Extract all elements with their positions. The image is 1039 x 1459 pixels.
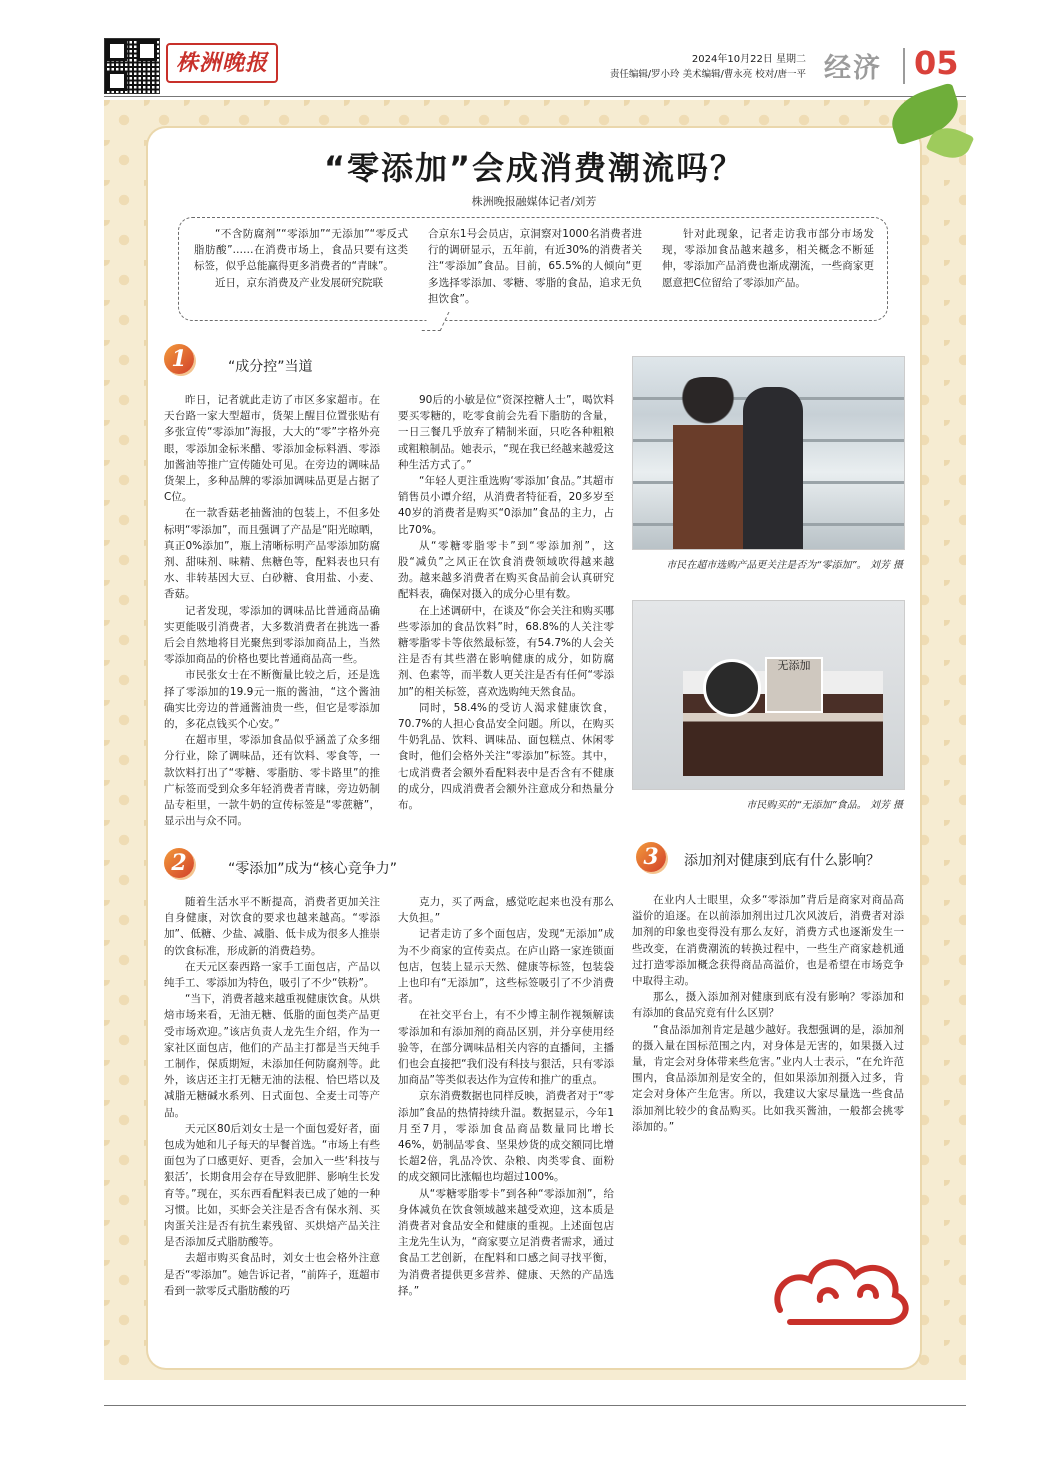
paragraph: 随着生活水平不断提高，消费者更加关注自身健康，对饮食的要求也越来越高。“零添加”、低糖、少盐、减脂、低卡成为很多人推崇的饮食标准，形成新的消费趋势。 — [164, 896, 380, 957]
paragraph: 90后的小敏是位“资深控糖人士”，喝饮料要买零糖的，吃零食前会先看下脂肪的含量，一日三餐几乎放弃了精制米面，只吃各种粗粮或粗粮制品。她表示，“现在我已经越来越爱这种生活方式了。” — [398, 394, 614, 471]
paragraph: “当下，消费者越来越重视健康饮食。从烘焙市场来看，无油无糖、低脂的面包类产品更受市场欢迎。”该店负责人龙先生介绍，作为一家社区面包店，他们的产品主打都是当天纯手工制作，保质期短，未添加任何防腐剂等。此外，该店还主打无糖无油的法棍、恰巴塔以及减脂无糖碱水系列、日式面包、全麦士司等产品。 — [164, 993, 380, 1119]
paragraph: “不含防腐剂”“零添加”“无添加”“零反式脂肪酸”……在消费市场上，食品只要有这类标签，似乎总能赢得更多消费者的“青睐”。 — [194, 228, 408, 273]
byline: 株洲晚报融媒体记者/刘芳 — [471, 195, 597, 208]
brand-seal-icon — [703, 659, 761, 717]
newspaper-logo: 株洲晚报 — [166, 43, 278, 83]
paragraph: 在社交平台上，有不少博主制作视频解读零添加和有添加剂的商品区别，并分享使用经验等，在部分调味品相关内容的直播间，主播们也会直接把“我们没有科技与狠活，只有零添加商品”等类似表达作为宣传和推广的重点。 — [398, 1009, 614, 1087]
section-2-title: “零添加”成为“核心竞争力” — [228, 861, 398, 877]
paragraph: 记者发现，零添加的调味品比普通商品确实更能吸引消费者，大多数消费者在挑选一番后会自然地将目光聚焦到零添加商品上，当然零添加商品的价格也要比普通商品高一些。 — [164, 604, 380, 666]
no-additive-label: 无添加 — [765, 657, 823, 713]
paragraph: “年轻人更注重选购‘零添加’食品。”其超市销售员小谭介绍，从消费者特征看，20多岁至40岁的消费者是购买“0添加”食品的主力，占比70%。 — [398, 475, 614, 536]
summary-col-1 — [194, 226, 408, 291]
paragraph: 在业内人士眼里，众多“零添加”背后是商家对商品高溢价的追逐。在以前添加剂出过几次风波后，消费者对添加剂的印象也变得没有那么友好，消费方式也逐渐发生一些改变，在消费潮流的转换过程中，一些生产商家趁机通过打造零添加概念获得商品高溢价，也是希望在市场竞争中取得主动。 — [632, 894, 904, 988]
qr-code — [104, 38, 160, 94]
paragraph: 在天元区泰西路一家手工面包店，产品以纯手工、零添加为特色，吸引了不少“铁粉”。 — [164, 960, 380, 990]
paragraph: 克力，买了两盒，感觉吃起来也没有那么大负担。” — [398, 896, 614, 925]
paragraph: 同时，58.4%的受访人渴求健康饮食，70.7%的人担心食品安全问题。所以，在购买牛奶乳品、饮料、调味品、面包糕点、休闲零食时，他们会格外关注“零添加”标签。其中，七成消费者会额外看配料表中是否含有不健康的成分，四成消费者会额外注意成分和热量分布。 — [398, 701, 614, 812]
paragraph: 针对此现象，记者走访我市部分市场发现，零添加食品越来越多，相关概念不断延伸，零添加产品消费也渐成潮流，一些商家更愿意把C位留给了零添加产品。 — [662, 228, 874, 289]
paragraph: 合京东1号会员店，京洞察对1000名消费者进行的调研显示，五年前，有近30%的消费者关注“零添加”食品。目前，65.5%的人倾向“更多选择零添加、零糖、零脂的食品，追求无负担饮食”。 — [428, 228, 642, 305]
staff-figure — [743, 387, 803, 549]
top-rule — [104, 96, 966, 97]
section-2-marker: 2 — [164, 848, 194, 878]
summary-col-2 — [428, 226, 642, 307]
section-2-col-2 — [398, 894, 614, 1299]
section-1-col-1 — [164, 392, 380, 829]
section-1-marker: 1 — [164, 344, 194, 374]
section-1-title: “成分控”当道 — [228, 359, 313, 375]
photo-2-caption: 市民购买的“无添加”食品。 刘芳 摄 — [746, 800, 903, 811]
photo-1-caption: 市民在超市选购产品更关注是否为“零添加”。 刘芳 摄 — [666, 560, 903, 571]
paragraph: 在上述调研中，在谈及“你会关注和购买哪些零添加的食品饮料”时，68.8%的人关注零糖零脂零卡等依然最标签，有54.7%的人会关注是否有其些潜在影响健康的成分，如防腐剂、色素等，而半数人更关注是否有任何“零添加”的相关标签，喜欢选购纯天然食品。 — [398, 604, 614, 698]
paragraph: 昨日，记者就此走访了市区多家超市。在天台路一家大型超市，货架上醒目位置张贴有多张宣传“零添加”海报，大大的“零”字格外亮眼，零添加金标米醋、零添加金标料酒、零添加酱油等推广宣传随处可见。在旁边的调味品货架上，多种品牌的零添加调味品更是占据了C位。 — [164, 394, 380, 504]
summary-col-3 — [662, 226, 874, 291]
paragraph: “食品添加剂肯定是越少越好。我想强调的是，添加剂的摄入量在国标范围之内，对身体是无害的，如果摄入过量，肯定会对身体带来些危害。”业内人士表示，“在允许范围内，食品添加剂是安全的，但如果添加剂摄入过多，肯定会对身体产生危害。所以，我建议大家尽量选一些食品添加剂比较少的食品购买。比如我买酱油，一般都会挑零添加的。” — [632, 1023, 904, 1133]
paragraph: 从“零糖零脂零卡”到各种“零添加剂”，给身体减负在饮食领域越来越受欢迎，这本质是消费者对食品安全和健康的重视。上述面包店主龙先生认为，“商家要立足消费者需求，通过食品工艺创新，在配料和口感之间寻找平衡，为消费者提供更多营养、健康、天然的产品选择。” — [398, 1187, 614, 1297]
photo-cake — [632, 600, 905, 790]
section-3-col — [632, 892, 904, 1135]
paragraph: 在一款香菇老抽酱油的包装上，不但多处标明“零添加”，而且强调了产品是“阳光晾晒，真正0%添加”，瓶上清晰标明产品零添加防腐剂、甜味剂、味精、焦糖色等，配料表也只有水、非转基因大豆、白砂糖、食用盐、小麦、香菇。 — [164, 507, 380, 601]
paragraph: 天元区80后刘女士是一个面包爱好者，面包成为她和儿子每天的早餐首选。“市场上有些面包为了口感更好、更香，会加入一些‘科技与狠活’，长期食用会存在导致肥胖、影响生长发育等。”现在，买东西看配料表已成了她的一种习惯。比如，买虾会关注是否含有保水剂、买肉蛋关注是否有抗生素残留、买烘焙产品关注是否添加反式脂肪酸等。 — [164, 1122, 380, 1249]
paragraph: 京东消费数据也同样反映，消费者对于“零添加”食品的热情持续升温。数据显示，今年1月至7月，零添加食品商品数量同比增长46%，奶制品零食、坚果炒货的成交额同比增长超2倍，乳品冷饮、杂粮、肉类零食、面粉的成交额同比涨幅也均超过100%。 — [398, 1090, 614, 1184]
paragraph: 记者走访了多个面包店，发现“无添加”成为不少商家的宣传卖点。在庐山路一家连锁面包店，包装上显示天然、健康等标签，包装袋上也印有“无添加”，这些标签吸引了不少消费者。 — [398, 928, 614, 1006]
photo-supermarket — [632, 356, 905, 550]
section-3-title: 添加剂对健康到底有什么影响？ — [684, 853, 880, 869]
page-number: 05 — [914, 44, 959, 82]
paragraph: 去超市购买食品时，刘女士也会格外注意是否“零添加”。她告诉记者，“前阵子，逛超市看到一款零反式脂肪酸的巧 — [164, 1252, 380, 1297]
shopper-figure — [673, 377, 743, 549]
section-1-col-2 — [398, 392, 614, 813]
headline: “零添加”会成消费潮流吗？ — [323, 149, 745, 187]
bottom-rule — [104, 1405, 966, 1406]
masthead-divider — [903, 48, 905, 84]
paragraph: 那么，摄入添加剂对健康到底有没有影响？零添加和有添加的食品究竟有什么区别？ — [632, 991, 904, 1020]
section-name: 经济 — [824, 53, 882, 84]
issue-date: 2024年10月22日 星期二 — [691, 54, 806, 65]
paragraph: 市民张女士在不断衡量比较之后，还是选择了零添加的19.9元一瓶的酱油，“这个酱油确实比旁边的普通酱油贵一些，但它是零添加的，多花点钱买个心安。” — [164, 669, 380, 731]
paragraph: 从“零糖零脂零卡”到“零添加剂”，这股“减负”之风正在饮食消费领域吹得越来越劲。越来越多消费者在购买食品前会认真研究配料表，确保对摄入的成分心里有数。 — [398, 539, 614, 601]
paragraph: 在超市里，零添加食品似乎涵盖了众多细分行业，除了调味品，还有饮料、零食等，一款饮料打出了“零糖、零脂肪、零卡路里”的推广标签而受到众多年轻消费者青睐，旁边奶制品专柜里，一款牛奶的宣传标签是“零蔗糖”，显示出与众不同。 — [164, 734, 380, 828]
editor-credits: 责任编辑/罗小玲 美术编辑/曹永亮 校对/唐一平 — [609, 69, 806, 80]
section-2-col-1 — [164, 894, 380, 1299]
paragraph: 近日，京东消费及产业发展研究院联 — [215, 276, 383, 289]
auspicious-cloud-icon — [760, 1240, 920, 1330]
section-3-marker: 3 — [636, 842, 666, 872]
